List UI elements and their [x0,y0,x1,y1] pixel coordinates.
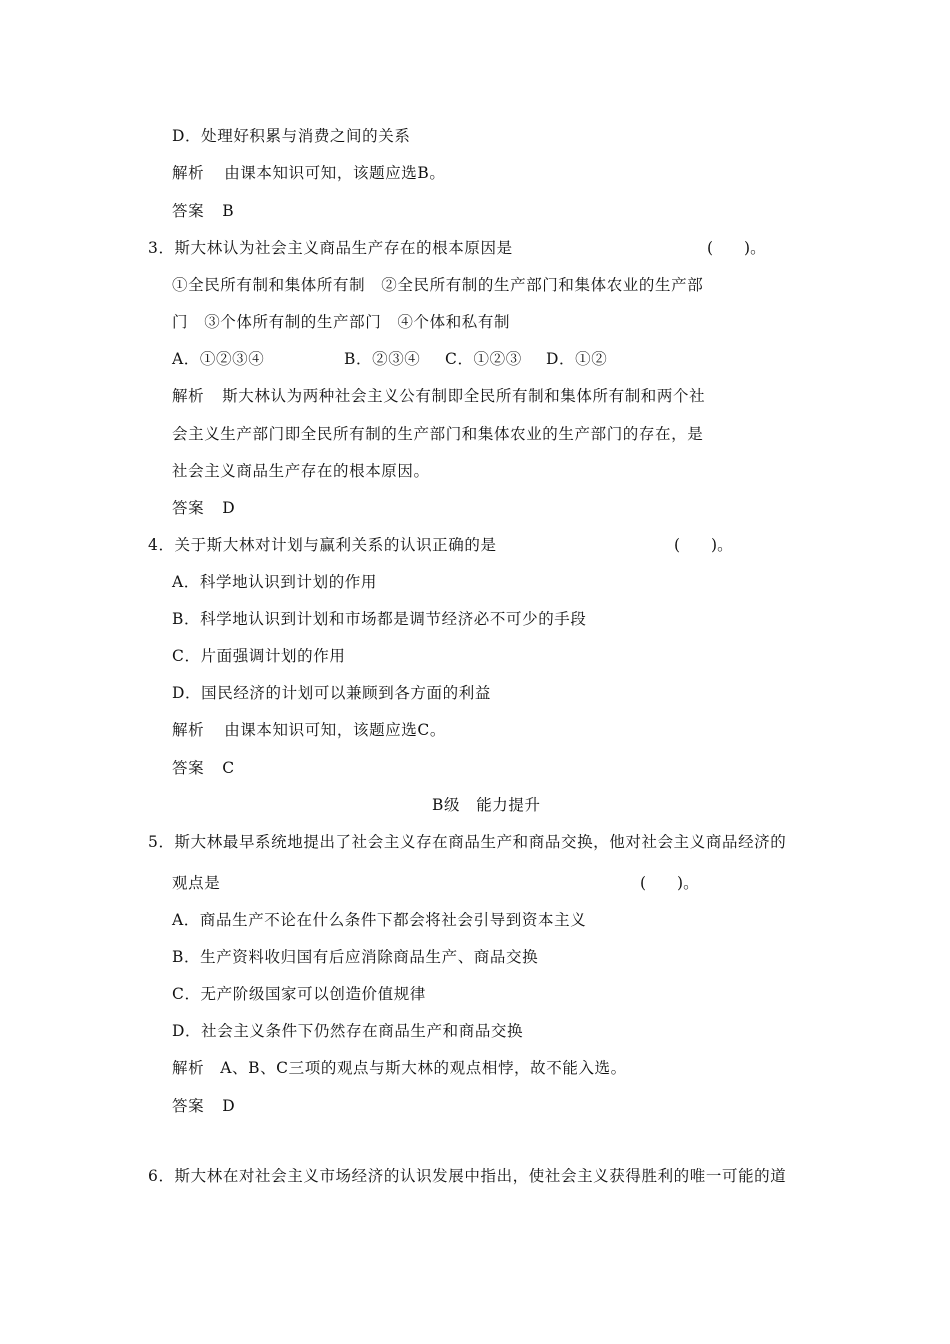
q2-option-d: D．处理好积累与消费之间的关系 [172,127,411,145]
answer-value: B [222,202,235,220]
answer-label: 答案 [172,202,205,220]
q2-analysis [172,163,446,183]
analysis-label: 解析 [172,387,205,405]
q4-option-a: A．科学地认识到计划的作用 [172,573,377,591]
q2-answer [172,201,234,221]
q4-answer [172,758,235,778]
q3-option-d: D．①② [546,350,608,368]
analysis-label: 解析 [172,164,205,182]
answer-value: C [222,759,235,777]
analysis-label: 解析 [172,721,205,739]
q5-stem-line-1: 5．斯大林最早系统地提出了社会主义存在商品生产和商品交换，他对社会主义商品经济的 [148,833,787,851]
q5-option-c: C．无产阶级国家可以创造价值规律 [172,985,426,1003]
q4-option-d: D．国民经济的计划可以兼顾到各方面的利益 [172,684,491,702]
q3-statement-line-1: ①全民所有制和集体所有制 ②全民所有制的生产部门和集体农业的生产部 [172,276,704,294]
q3-analysis-line-2: 会主义生产部门即全民所有制的生产部门和集体农业的生产部门的存在，是 [172,425,704,443]
q3-option-b: B．②③④ [344,350,421,368]
q5-option-d: D．社会主义条件下仍然存在商品生产和商品交换 [172,1022,524,1040]
answer-label: 答案 [172,1097,205,1115]
section-heading: B级 能力提升 [432,796,541,814]
analysis-text: A、B、C三项的观点与斯大林的观点相悖，故不能入选。 [220,1059,627,1077]
analysis-text: 由课本知识可知，该题应选C。 [224,721,446,739]
q5-option-b: B．生产资料收归国有后应消除商品生产、商品交换 [172,948,539,966]
q3-answer [172,498,235,518]
q4-stem: 4．关于斯大林对计划与赢利关系的认识正确的是 [148,536,497,554]
q3-answer-blank: ( )。 [707,239,766,257]
q5-answer [172,1096,235,1116]
q4-answer-blank: ( )。 [674,536,733,554]
q4-analysis [172,720,446,740]
q4-option-c: C．片面强调计划的作用 [172,647,346,665]
q4-option-b: B．科学地认识到计划和市场都是调节经济必不可少的手段 [172,610,587,628]
q5-answer-blank: ( )。 [640,874,699,892]
answer-value: D [222,1097,236,1115]
analysis-text: 斯大林认为两种社会主义公有制即全民所有制和集体所有制和两个社 [222,387,706,405]
q3-analysis-line-3: 社会主义商品生产存在的根本原因。 [172,462,430,480]
answer-label: 答案 [172,499,205,517]
q5-analysis [172,1058,627,1078]
q3-analysis-line-1 [172,386,705,406]
answer-label: 答案 [172,759,205,777]
answer-value: D [222,499,236,517]
q3-stem: 3．斯大林认为社会主义商品生产存在的根本原因是 [148,239,513,257]
q3-option-a: A．①②③④ [172,350,265,368]
q5-option-a: A．商品生产不论在什么条件下都会将社会引导到资本主义 [172,911,587,929]
q6-stem-line-1: 6．斯大林在对社会主义市场经济的认识发展中指出，使社会主义获得胜利的唯一可能的道 [148,1167,787,1185]
q3-option-c: C．①②③ [445,350,522,368]
analysis-label: 解析 [172,1059,205,1077]
analysis-text: 由课本知识可知，该题应选B。 [224,164,446,182]
q5-stem-line-2: 观点是 [172,874,221,892]
q3-statement-line-2: 门 ③个体所有制的生产部门 ④个体和私有制 [172,313,511,331]
